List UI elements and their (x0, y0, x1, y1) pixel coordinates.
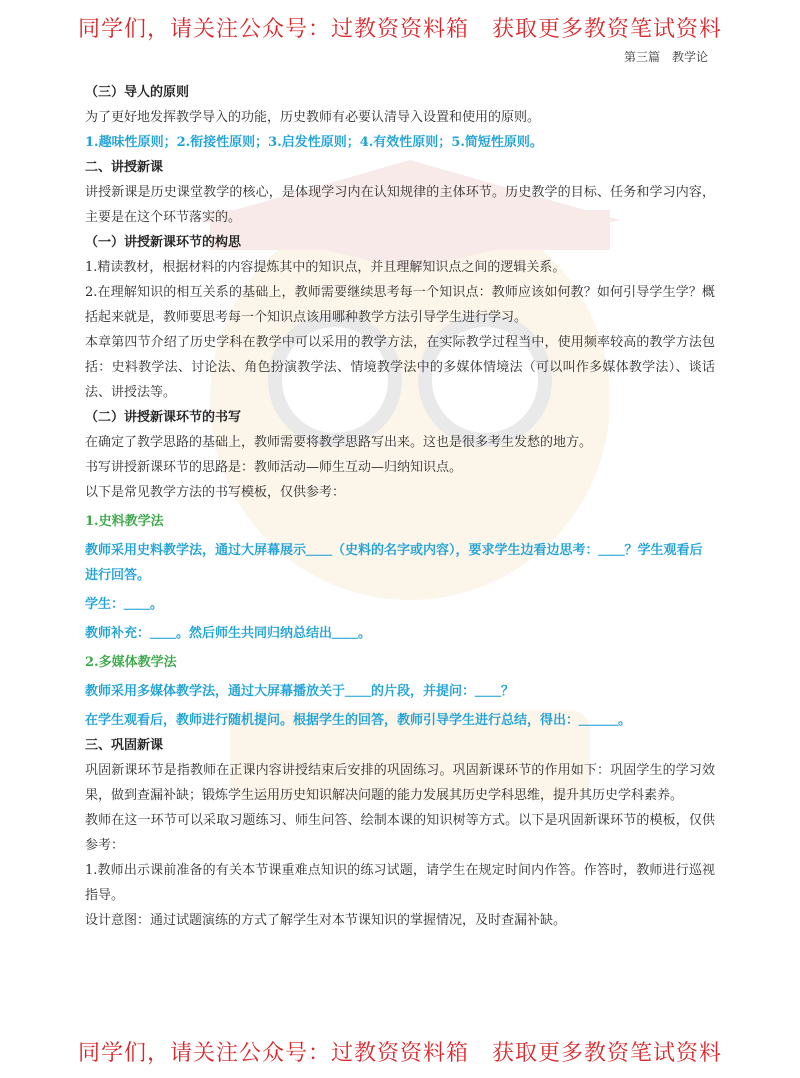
method-heading-source: 1.史料教学法 (85, 514, 164, 529)
heading-consolidate: 三、巩固新课 (85, 738, 164, 753)
heading-intro-principles: （三）导人的原则 (85, 85, 190, 100)
paragraph: 1.精读教材，根据材料的内容提炼其中的知识点，并且理解知识点之间的逻辑关系。 (85, 260, 566, 275)
heading-teach-new: 二、讲授新课 (85, 160, 164, 175)
paragraph: 本章第四节介绍了历史学科在教学中可以采用的教学方法，在实际教学过程当中，使用频率较高的教学方法包括：史料教学法、讨论法、角色扮演教学法、情境教学法中的多媒体情境法（可以叫作多媒体教学法）、谈话法、讲授法等。 (85, 335, 715, 400)
heading-teach-design: （一）讲授新课环节的构思 (85, 235, 242, 250)
paragraph: 1.教师出示课前准备的有关本节课重难点知识的练习试题，请学生在规定时间内作答。作答时，教师进行巡视指导。 (85, 863, 715, 903)
template-line: 教师采用史料教学法，通过大屏幕展示＿＿（史料的名字或内容），要求学生边看边思考：＿＿？学生观看后进行回答。 (85, 543, 703, 583)
paragraph: 以下是常见教学方法的书写模板，仅供参考： (85, 485, 346, 500)
principles-list: 1.趣味性原则；2.衔接性原则；3.启发性原则；4.有效性原则；5.简短性原则。 (85, 135, 543, 150)
document-body (85, 80, 715, 933)
heading-teach-writing: （二）讲授新课环节的书写 (85, 410, 242, 425)
template-line: 学生：＿＿。 (85, 597, 164, 612)
top-banner: 同学们，请关注公众号：过教资资料箱 获取更多教资笔试资料 (77, 17, 722, 42)
paragraph: 教师在这一环节可以采取习题练习、师生问答、绘制本课的知识树等方式。以下是巩固新课环节的模板，仅供参考： (85, 813, 715, 853)
method-heading-multimedia: 2.多媒体教学法 (85, 655, 177, 670)
running-head: 第三篇 教学论 (623, 50, 708, 64)
paragraph: 在确定了教学思路的基础上，教师需要将教学思路写出来。这也是很多考生发愁的地方。 (85, 435, 593, 450)
paragraph: 2.在理解知识的相互关系的基础上，教师需要继续思考每一个知识点：教师应该如何教？如何引导学生学？概括起来就是，教师要思考每一个知识点该用哪种教学方法引导学生进行学习。 (85, 285, 715, 325)
template-line: 教师补充：＿＿。然后师生共同归纳总结出＿＿。 (85, 626, 372, 641)
paragraph: 巩固新课环节是指教师在正课内容讲授结束后安排的巩固练习。巩固新课环节的作用如下：巩固学生的学习效果，做到查漏补缺；锻炼学生运用历史知识解决问题的能力发展其历史学科思维，提升其历史学科素养。 (85, 763, 715, 803)
paragraph: 讲授新课是历史课堂教学的核心，是体现学习内在认知规律的主体环节。历史教学的目标、任务和学习内容，主要是在这个环节落实的。 (85, 185, 715, 225)
bottom-banner: 同学们，请关注公众号：过教资资料箱 获取更多教资笔试资料 (77, 1041, 722, 1066)
paragraph: 为了更好地发挥教学导入的功能，历史教师有必要认清导入设置和使用的原则。 (85, 110, 541, 125)
template-line: 教师采用多媒体教学法，通过大屏幕播放关于＿＿的片段，并提问：＿＿？ (85, 684, 515, 699)
paragraph: 书写讲授新课环节的思路是：教师活动—师生互动—归纳知识点。 (85, 460, 463, 475)
paragraph: 设计意图：通过试题演练的方式了解学生对本节课知识的掌握情况，及时查漏补缺。 (85, 913, 567, 928)
template-line: 在学生观看后，教师进行随机提问。根据学生的回答，教师引导学生进行总结，得出：＿＿＿。 (85, 713, 632, 728)
